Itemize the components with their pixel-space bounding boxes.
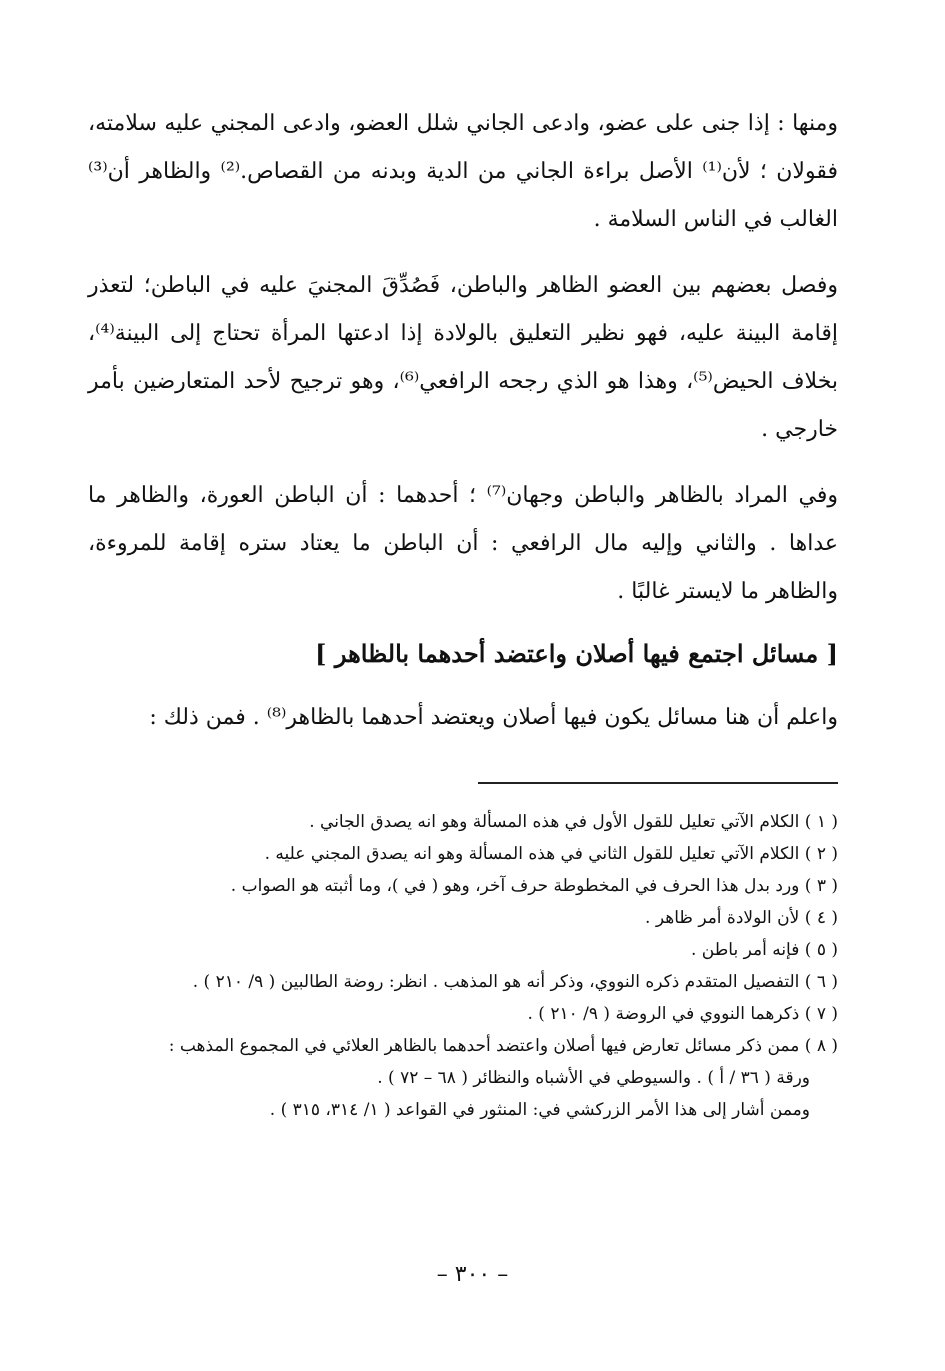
footnote-1: ( ١ ) الكلام الآتي تعليل للقول الأول في هذه المسألة وهو انه يصدق الجاني . — [309, 812, 838, 832]
section-heading: [ مسائل اجتمع فيها أصلان واعتضد أحدهما بالظاهر ] — [315, 639, 838, 668]
page-body — [88, 100, 838, 1126]
footnote-8-continuation-2: وممن أشار إلى هذا الأمر الزركشي في: المنثور في القواعد ( ١/ ٣١٤، ٣١٥ ) . — [269, 1100, 810, 1120]
paragraph-3: وفي المراد بالظاهر والباطن وجهان⁽⁷⁾ ؛ أحدهما : أن الباطن العورة، والظاهر ما عداها . والثاني وإليه مال الرافعي : أن الباطن ما يعتاد ستره إقامة للمروءة، والظاهر ما لايستر غالبًا . — [88, 483, 838, 604]
page-number: – ٣٠٠ – — [436, 1262, 509, 1287]
footnote-7: ( ٧ ) ذكرهما النووي في الروضة ( ٩/ ٢١٠ ) . — [527, 1004, 838, 1024]
footnote-8-continuation-1: ورقة ( ٣٦ / أ ) . والسيوطي في الأشباه والنظائر ( ٦٨ – ٧٢ ) . — [377, 1068, 810, 1088]
paragraph-1: ومنها : إذا جنى على عضو، وادعى الجاني شلل العضو، وادعى المجني عليه سلامته، فقولان ؛ لأن⁽¹⁾ الأصل براءة الجاني من الدية وبدنه من القصاص.⁽²⁾ والظاهر أن⁽³⁾ الغالب في الناس السلامة . — [88, 111, 838, 232]
footnote-separator — [478, 782, 838, 784]
footnotes — [88, 806, 838, 1126]
paragraph-2: وفصل بعضهم بين العضو الظاهر والباطن، فَصُدِّقَ المجنيَ عليه في الباطن؛ لتعذر إقامة البينة عليه، فهو نظير التعليق بالولادة إذا ادعتها المرأة تحتاج إلى البينة⁽⁴⁾، بخلاف الحيض⁽⁵⁾، وهذا هو الذي رجحه الرافعي⁽⁶⁾، وهو ترجيح لأحد المتعارضين بأمر خارجي . — [88, 273, 839, 442]
footnote-8-line: ( ٨ ) ممن ذكر مسائل تعارض فيها أصلان واعتضد أحدهما بالظاهر العلائي في المجموع المذهب : — [168, 1036, 838, 1056]
footnote-6: ( ٦ ) التفصيل المتقدم ذكره النووي، وذكر أنه هو المذهب . انظر: روضة الطالبين ( ٩/ ٢١٠ ) . — [192, 972, 838, 992]
footnote-2: ( ٢ ) الكلام الآتي تعليل للقول الثاني في هذه المسألة وهو انه يصدق المجني عليه . — [264, 844, 838, 864]
footnote-3: ( ٣ ) ورد بدل هذا الحرف في المخطوطة حرف آخر، وهو ( في )، وما أثبته هو الصواب . — [230, 876, 838, 896]
footnote-5: ( ٥ ) فإنه أمر باطن . — [691, 940, 838, 960]
footnote-4: ( ٤ ) لأن الولادة أمر ظاهر . — [645, 908, 838, 928]
footnote-8 — [88, 1030, 838, 1126]
intro-paragraph: واعلم أن هنا مسائل يكون فيها أصلان ويعتضد أحدهما بالظاهر⁽⁸⁾ . فمن ذلك : — [149, 705, 838, 730]
